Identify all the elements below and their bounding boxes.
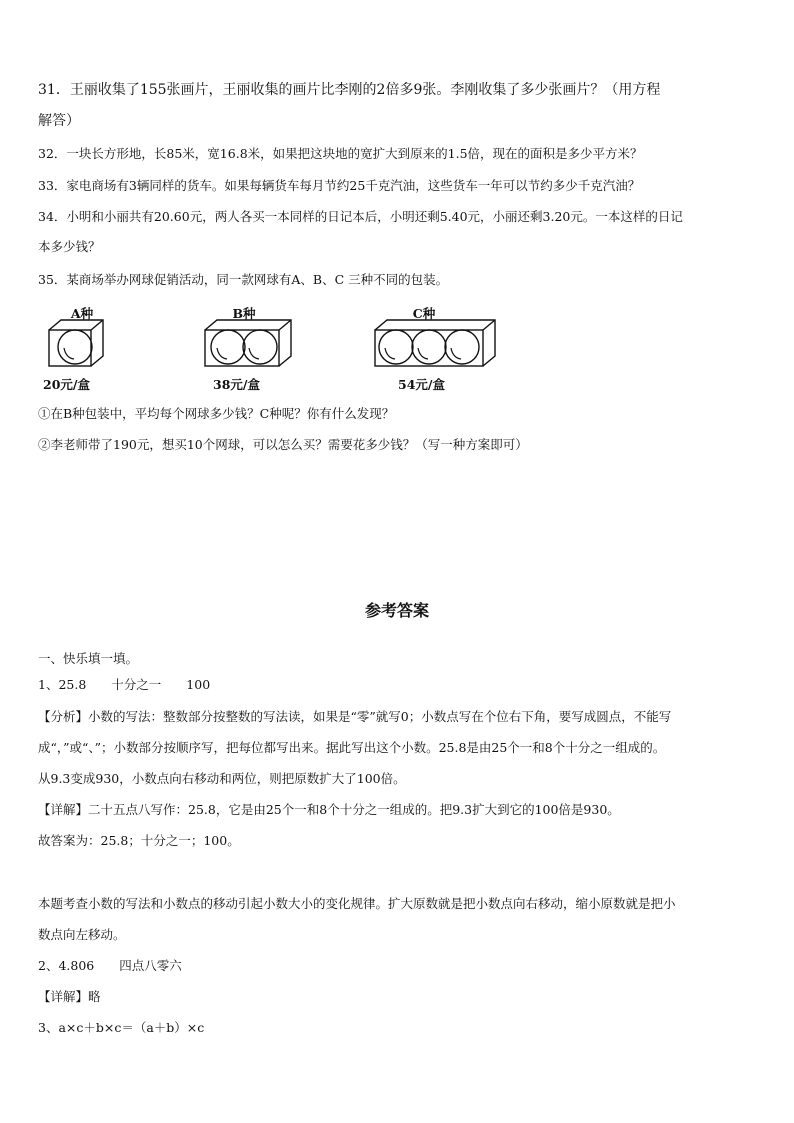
tennis-ball-icon	[58, 330, 92, 364]
package-b-figure	[202, 318, 294, 370]
tennis-ball-icon	[379, 330, 413, 364]
question-33: 33．家电商场有3辆同样的货车。如果每辆货车每月节约25千克汽油，这些货车一年可以节约多少千克汽油？	[38, 178, 641, 193]
answer-1-analysis-line-1: 【分析】小数的写法：整数部分按整数的写法读，如果是“零”就写0；小数点写在个位右下角，要写成圆点，不能写	[38, 709, 672, 724]
question-35: 35．某商场举办网球促销活动，同一款网球有A、B、C 三种不同的包装。	[38, 272, 449, 287]
answer-1-analysis-line-3: 从9.3变成930，小数点向右移动和两位，则把原数扩大了100倍。	[38, 771, 406, 786]
question-31-line-1: 31．王丽收集了155张画片，王丽收集的画片比李刚的2倍多9张。李刚收集了多少张画片？（用方程	[38, 82, 661, 98]
answer-1-conclusion: 故答案为：25.8；十分之一；100。	[38, 833, 240, 848]
tennis-ball-icon	[445, 330, 479, 364]
answer-1-note-line-2: 数点向左移动。	[38, 927, 126, 942]
package-c-figure	[372, 318, 498, 370]
answer-2-detail: 【详解】略	[38, 989, 101, 1004]
question-32: 32．一块长方形地，长85米，宽16.8米，如果把这块地的宽扩大到原来的1.5倍，现在的面积是多少平方米？	[38, 146, 643, 161]
tennis-ball-icon	[211, 330, 245, 364]
question-34-line-1: 34．小明和小丽共有20.60元，两人各买一本同样的日记本后，小明还剩5.40元，小丽还剩3.20元。一本这样的日记	[38, 209, 683, 224]
package-c-label: C种	[412, 306, 436, 321]
package-b-label: B种	[232, 306, 256, 321]
answer-3: 3、a×c＋b×c＝（a＋b）×c	[38, 1020, 205, 1035]
question-34-line-2: 本多少钱？	[38, 239, 101, 254]
answer-1-note-line-1: 本题考查小数的写法和小数点的移动引起小数大小的变化规律。扩大原数就是把小数点向右移动，缩小原数就是把小	[38, 896, 676, 911]
tennis-ball-icon	[412, 330, 446, 364]
answer-2: 2、4.806 四点八零六	[38, 958, 182, 973]
package-b-price: 38元/盒	[213, 377, 260, 392]
question-31-line-2: 解答）	[38, 113, 80, 129]
package-a-label: A种	[70, 306, 94, 321]
question-35-part-1: ①在B种包装中，平均每个网球多少钱？C种呢？你有什么发现？	[38, 406, 395, 421]
package-a-price: 20元/盒	[43, 377, 90, 392]
answer-1: 1、25.8 十分之一 100	[38, 677, 211, 692]
answers-section-1: 一、快乐填一填。	[38, 651, 139, 666]
tennis-ball-icon	[243, 330, 277, 364]
answer-1-detail: 【详解】二十五点八写作：25.8，它是由25个一和8个十分之一组成的。把9.3扩大到它的100倍是930。	[38, 802, 620, 817]
answers-title: 参考答案	[364, 601, 429, 620]
answer-1-analysis-line-2: 成“，”或“、”；小数部分按顺序写，把每位都写出来。据此写出这个小数。25.8是由25个一和8个十分之一组成的。	[38, 740, 666, 755]
question-35-part-2: ②李老师带了190元，想买10个网球，可以怎么买？需要花多少钱？（写一种方案即可）	[38, 437, 528, 452]
package-a-figure	[46, 318, 108, 370]
package-c-price: 54元/盒	[398, 377, 445, 392]
